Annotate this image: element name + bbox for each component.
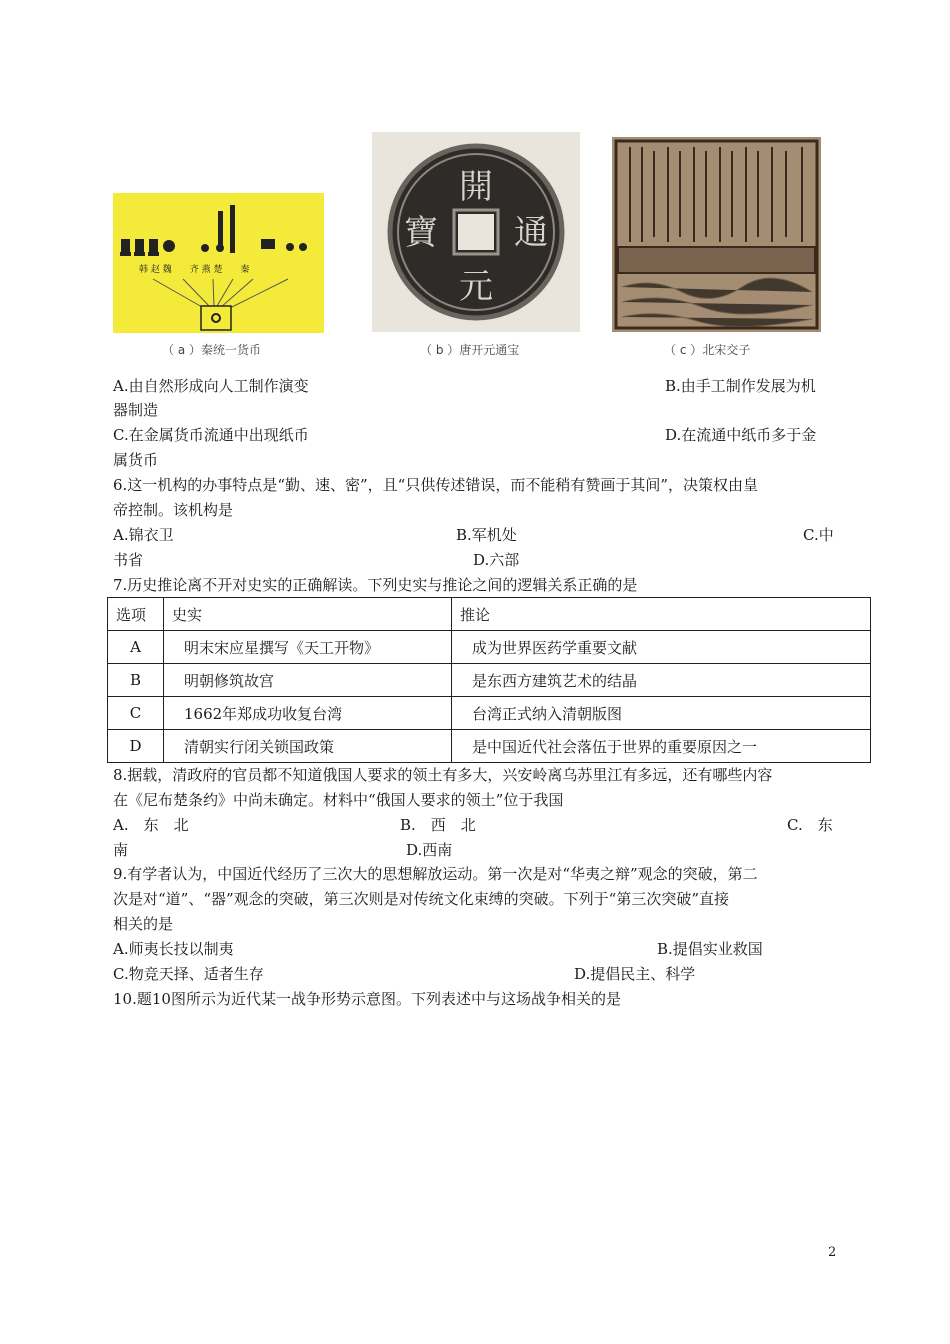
q9-option-b: B.提倡实业救国 [657, 940, 763, 958]
q9-stem-line1: 9.有学者认为，中国近代经历了三次大的思想解放运动。第一次是对“华夷之辩”观念的突破，第二 [113, 865, 758, 883]
table-row [108, 664, 871, 697]
table-row [108, 730, 871, 763]
row-fact: 明朝修筑故宫 [164, 664, 452, 697]
q8-option-c-continued: 南 [113, 841, 129, 859]
q5-option-b-continued: 器制造 [113, 401, 159, 419]
row-option: D [108, 730, 164, 763]
q8-option-c: C. 东 [787, 816, 833, 834]
row-inference: 成为世界医药学重要文献 [452, 631, 871, 664]
q10-stem: 10.题10图所示为近代某一战争形势示意图。下列表述中与这场战争相关的是 [113, 990, 621, 1008]
q5-option-c: C.在金属货币流通中出现纸币 [113, 426, 309, 444]
figure-c-jiaozi-paper-money [612, 137, 821, 332]
row-fact: 明末宋应星撰写《天工开物》 [164, 631, 452, 664]
row-inference: 台湾正式纳入清朝版图 [452, 697, 871, 730]
q5-option-b: B.由手工制作发展为机 [665, 377, 816, 395]
row-fact: 清朝实行闭关锁国政策 [164, 730, 452, 763]
warring-states-labels: 韩 赵 魏 齐 燕 楚 秦 [139, 265, 250, 275]
header-fact: 史实 [164, 598, 452, 631]
q7-stem: 7.历史推论离不开对史实的正确解读。下列史实与推论之间的逻辑关系正确的是 [113, 576, 638, 594]
q5-option-d-continued: 属货币 [113, 451, 159, 469]
q9-stem-line3: 相关的是 [113, 915, 174, 933]
table-row [108, 697, 871, 730]
q9-option-d: D.提倡民主、科学 [574, 965, 696, 983]
row-option: C [108, 697, 164, 730]
row-option: A [108, 631, 164, 664]
coin-char-left: 寶 [404, 213, 438, 253]
header-inference: 推论 [452, 598, 871, 631]
row-inference: 是东西方建筑艺术的结晶 [452, 664, 871, 697]
header-option: 选项 [108, 598, 164, 631]
figure-b-kaiyuan-coin [372, 132, 580, 332]
row-fact: 1662年郑成功收复台湾 [164, 697, 452, 730]
q6-option-d: D.六部 [473, 551, 520, 569]
q6-option-b: B.军机处 [456, 526, 517, 544]
coin-char-right: 通 [514, 213, 548, 253]
q7-table [107, 597, 871, 763]
q5-option-a: A.由自然形成向人工制作演变 [113, 377, 309, 395]
table-header-row [108, 598, 871, 631]
q6-stem-line2: 帝控制。该机构是 [113, 501, 234, 519]
q5-option-d: D.在流通中纸币多于金 [665, 426, 817, 444]
q8-stem-line2: 在《尼布楚条约》中尚未确定。材料中“俄国人要求的领土”位于我国 [113, 791, 564, 809]
q9-stem-line2: 次是对“道”、“器”观念的突破，第三次则是对传统文化束缚的突破。下列于“第三次突破”直接 [113, 890, 730, 908]
q8-stem-line1: 8.据载，清政府的官员都不知道俄国人要求的领土有多大，兴安岭离乌苏里江有多远，还有哪些内容 [113, 766, 773, 784]
figure-b-caption: （ b ）唐开元通宝 [420, 343, 520, 357]
q6-option-c-continued: 书省 [113, 551, 144, 569]
figure-a-qin-currency [113, 193, 324, 333]
q6-option-a: A.锦衣卫 [113, 526, 174, 544]
figure-a-caption: （ a ）秦统一货币 [162, 343, 261, 357]
q8-option-b: B. 西 北 [400, 816, 476, 834]
q6-stem-line1: 6.这一机构的办事特点是“勤、速、密”，且“只供传述错误，而不能稍有赞画于其间”，决策权由皇 [113, 476, 758, 494]
q9-option-c: C.物竞天择、适者生存 [113, 965, 264, 983]
page-number: 2 [828, 1245, 837, 1260]
q9-option-a: A.师夷长技以制夷 [113, 940, 234, 958]
q6-option-c: C.中 [803, 526, 834, 544]
row-inference: 是中国近代社会落伍于世界的重要原因之一 [452, 730, 871, 763]
coin-char-bottom: 元 [459, 267, 493, 307]
jiaozi-illustration [612, 137, 821, 332]
table-row [108, 631, 871, 664]
q8-option-d: D.西南 [406, 841, 453, 859]
row-option: B [108, 664, 164, 697]
kaiyuan-coin-illustration [372, 132, 580, 332]
qin-currency-illustration [113, 193, 324, 333]
q8-option-a: A. 东 北 [113, 816, 189, 834]
figure-c-caption: （ c ）北宋交子 [664, 343, 751, 357]
coin-char-top: 開 [459, 167, 493, 207]
